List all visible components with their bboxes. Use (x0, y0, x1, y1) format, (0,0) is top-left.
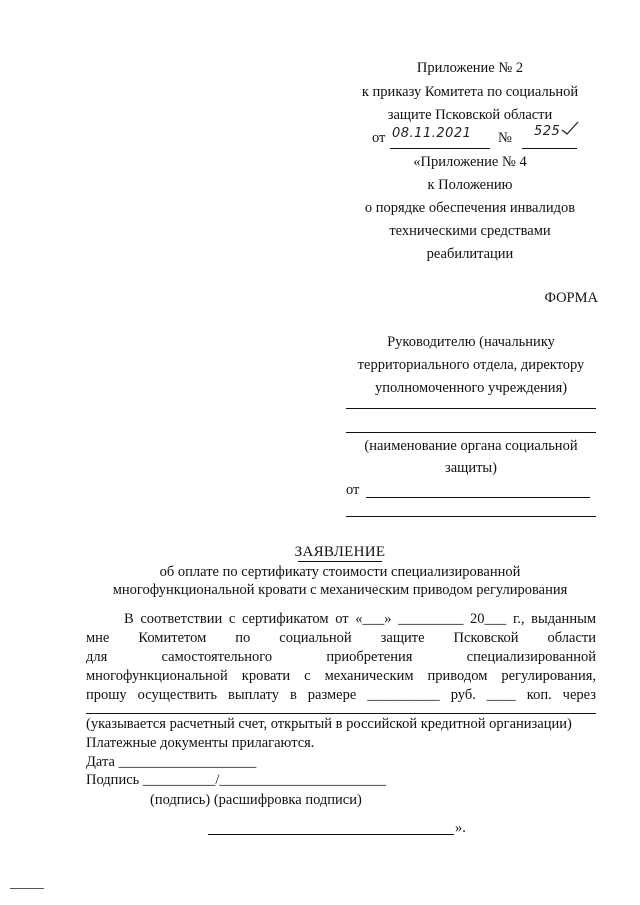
addressee-blank-1 (346, 408, 596, 409)
date-field: Дата ___________________ (86, 754, 257, 770)
documents-attached: Платежные документы прилагаются. (86, 735, 315, 751)
order-date-handwritten: 08.11.2021 (392, 126, 472, 141)
closing-blank (208, 834, 454, 835)
appendix4-title: «Приложение № 4 (413, 154, 527, 170)
order-date-line (390, 148, 490, 149)
appendix-number-label: № (498, 130, 512, 146)
addressee-line1: Руководителю (начальнику (387, 334, 555, 350)
addressee-line3: уполномоченного учреждения) (374, 380, 568, 396)
footnote-separator (10, 888, 44, 889)
body-line1: В соответствии с сертификатом от «___» _________ 20___ г., выданным (124, 611, 596, 627)
signature-caption: (подпись) (расшифровка подписи) (150, 792, 362, 808)
form-label: ФОРМА (544, 290, 598, 306)
statement-title-underline (298, 561, 382, 562)
statement-subtitle-line1: об оплате по сертификату стоимости специализированной (159, 564, 521, 580)
appendix4-line5: реабилитации (426, 246, 514, 262)
addressee-note-line1: (наименование органа социальной (364, 438, 578, 454)
body-line2: мне Комитетом по социальной защите Псковской области (86, 630, 596, 646)
addressee-line2: территориального отдела, директору (357, 357, 585, 373)
checkmark-icon (560, 120, 580, 136)
addressee-from-blank (366, 497, 590, 498)
account-note: (указывается расчетный счет, открытый в российской кредитной организации) (86, 716, 572, 732)
appendix-title: Приложение № 2 (416, 60, 524, 76)
account-blank (86, 713, 596, 714)
addressee-blank-3 (346, 516, 596, 517)
order-number-handwritten: 525 (534, 124, 561, 139)
addressee-note-line2: защиты) (445, 460, 497, 476)
body-line4: многофункциональной кровати с механическим приводом регулирования, (86, 668, 596, 684)
signature-field: Подпись __________/_______________________ (86, 772, 387, 788)
appendix-region-line: защите Псковской области (387, 107, 553, 123)
body-line5: прошу осуществить выплату в размере __________ руб. ____ коп. через (86, 687, 596, 703)
appendix-from-label: от (372, 130, 386, 146)
addressee-from-label: от (346, 482, 360, 498)
statement-title: ЗАЯВЛЕНИЕ (294, 544, 386, 560)
closing-quote: ». (455, 820, 466, 836)
appendix4-line4: техническими средствами (389, 223, 551, 239)
order-number-line (522, 148, 577, 149)
appendix4-line2: к Положению (427, 177, 513, 193)
appendix-order-line: к приказу Комитета по социальной (361, 84, 579, 100)
body-line3: для самостоятельного приобретения специализированной (86, 649, 596, 665)
addressee-blank-2 (346, 432, 596, 433)
appendix4-line3: о порядке обеспечения инвалидов (364, 200, 576, 216)
statement-subtitle-line2: многофункциональной кровати с механическим приводом регулирования (112, 582, 568, 598)
